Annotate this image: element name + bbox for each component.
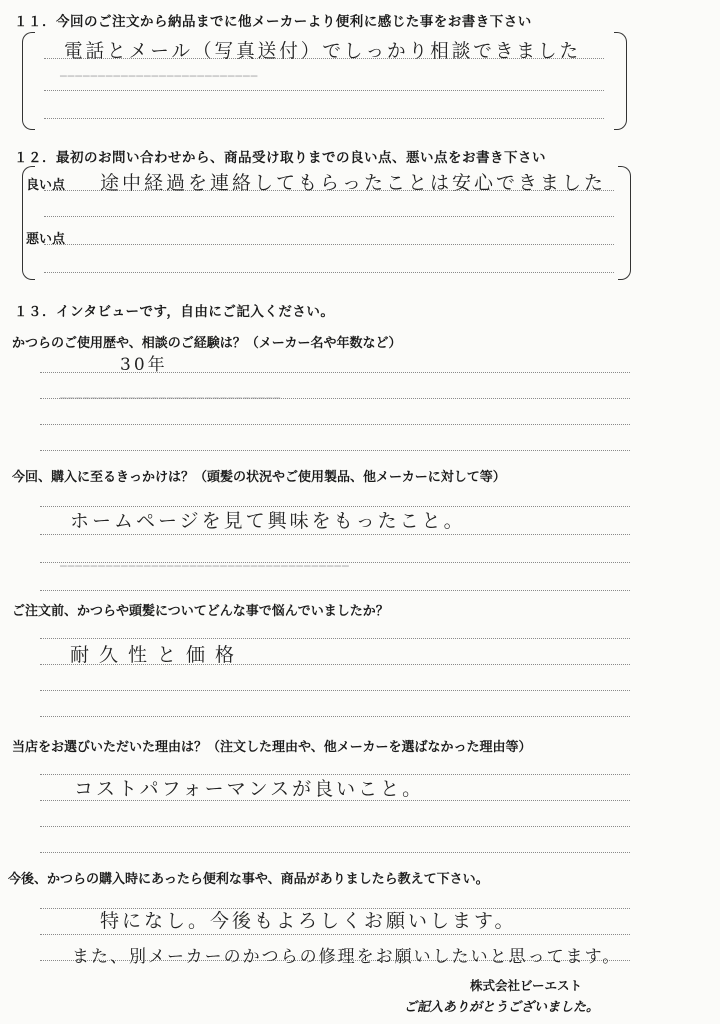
q13-answer-4: コストパフォーマンスが良いこと。	[74, 778, 425, 800]
q13-question-4: 当店をお選びいただいた理由は？（注文した理由や、他メーカーを選ばなかった理由等）	[12, 740, 532, 755]
answer-line	[40, 590, 630, 591]
q11-line	[44, 118, 604, 119]
bleed-through-text: ━━━━━━━━━━━━━━━━━━━━━━━━━━━━━	[60, 392, 282, 405]
answer-line	[40, 450, 630, 451]
answer-line	[40, 826, 630, 827]
q13-answer-5b: また、別メーカーのかつらの修理をお願いしたいと思ってます。	[72, 947, 622, 967]
q12-good-label: 良い点	[26, 178, 66, 193]
q13-question-2: 今回、購入に至るきっかけは？（頭髪の状況やご使用製品、他メーカーに対して等）	[12, 470, 506, 485]
answer-line	[40, 716, 630, 717]
company-name: 株式会社ビーエスト	[470, 978, 583, 993]
bleed-through-text: ━━━━━━━━━━━━━━━━━━━━━━━━━━	[60, 70, 259, 83]
answer-line	[40, 638, 630, 639]
q11-bracket-left	[22, 32, 35, 130]
answer-line	[40, 852, 630, 853]
q13-answer-1: 30年	[120, 355, 168, 375]
q12-line	[44, 216, 614, 217]
answer-line	[40, 424, 630, 425]
thank-you-note: ご記入ありがとうございました。	[404, 1000, 600, 1015]
q12-bad-label: 悪い点	[26, 232, 66, 247]
q11-answer: 電話とメール（写真送付）でしっかり相談できました	[64, 40, 582, 62]
q12-good-answer: 途中経過を連絡してもらったことは安心できました	[100, 172, 607, 194]
q11-line	[44, 90, 604, 91]
q13-question-5: 今後、かつらの購入時にあったら便利な事や、商品がありましたら教えて下さい。	[8, 872, 489, 887]
q13-answer-2: ホームページを見て興味をもったこと。	[70, 510, 466, 532]
answer-line	[40, 562, 630, 563]
answer-line	[40, 690, 630, 691]
q11-bracket-right	[614, 32, 627, 130]
q12-line	[44, 272, 614, 273]
q13-question-1: かつらのご使用歴や、相談のご経験は？（メーカー名や年数など）	[12, 336, 402, 351]
q13-question-3: ご注文前、かつらや頭髪についてどんな事で悩んでいましたか？	[12, 604, 389, 619]
answer-line	[40, 534, 630, 535]
q12-title: １２．最初のお問い合わせから、商品受け取りまでの良い点、悪い点をお書き下さい	[14, 150, 546, 166]
q11-title: １１．今回のご注文から納品までに他メーカーより便利に感じた事をお書き下さい	[14, 14, 532, 30]
q12-line	[44, 244, 614, 245]
q13-answer-3: 耐久性と価格	[70, 644, 245, 666]
bleed-through-text: ━━━━━━━━━━━━━━━━━━━━━━━━━━━━━━━━━━━━━━	[60, 560, 350, 573]
q13-title: １３．インタビューです，自由にご記入ください。	[14, 304, 335, 320]
q12-bracket-right	[618, 166, 631, 280]
answer-line	[40, 934, 630, 935]
q13-answer-5: 特になし。今後もよろしくお願いします。	[100, 910, 517, 932]
answer-line	[40, 398, 630, 399]
